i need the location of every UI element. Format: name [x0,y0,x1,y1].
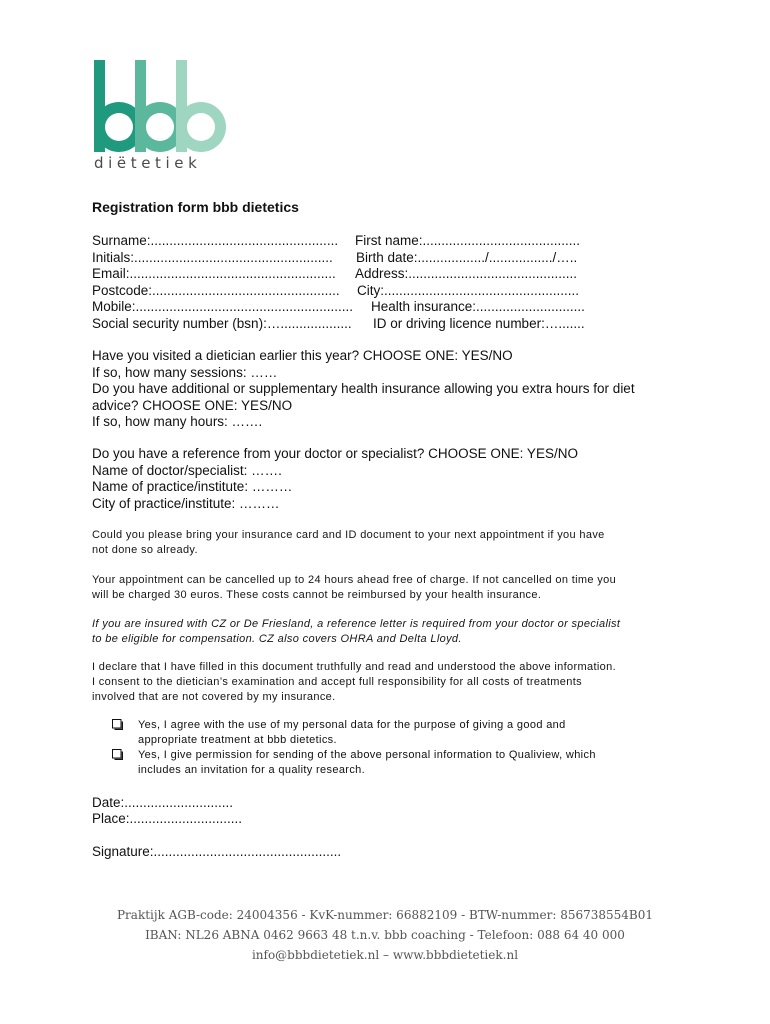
date-field[interactable]: Date:............................. [92,795,234,810]
question-visited-dietician[interactable]: Have you visited a dietician earlier this year? CHOOSE ONE: YES/NO [92,348,513,363]
bsn-field[interactable]: Social security number (bsn):…................... [92,315,352,331]
doctor-name-field[interactable]: Name of doctor/specialist: ……. [92,462,282,478]
notice-line: not done so already. [92,544,198,556]
footer-bank: IBAN: NL26 ABNA 0462 9663 48 t.n.v. bbb coaching - Telefoon: 088 64 40 000 [145,928,625,942]
question-extra-insurance[interactable]: Do you have additional or supplementary health insurance allowing you extra hours for diet [92,381,635,396]
notice-line: to be eligible for compensation. CZ also covers OHRA and Delta Lloyd. [92,633,462,645]
field-row-bsn [92,316,712,333]
question-reference[interactable]: Do you have a reference from your doctor or specialist? CHOOSE ONE: YES/NO [92,446,578,461]
mobile-field[interactable]: Mobile:.......................................................... [92,299,354,314]
postcode-field[interactable]: Postcode:.................................................. [92,282,340,298]
footer-contact: info@bbbdietetiek.nl – www.bbbdietetiek.nl [251,948,519,962]
question-extra-insurance-choice[interactable]: advice? CHOOSE ONE: YES/NO [92,397,293,413]
practice-name-field[interactable]: Name of practice/institute: ……… [92,479,293,494]
practice-city-field[interactable]: City of practice/institute: ……… [92,495,280,511]
form-title: Registration form bbb dietetics [92,199,299,215]
declaration-line: I declare that I have filled in this document truthfully and read and understood the above information. [92,661,617,673]
field-row-postcode [92,283,712,300]
health-insurance-field[interactable]: Health insurance:............................. [371,299,585,314]
id-licence-field[interactable]: ID or driving licence number:…....... [373,315,585,331]
notice-cancellation [92,573,692,603]
logo-subtitle: diëtetiek [94,154,202,172]
notice-line: Your appointment can be cancelled up to 24 hours ahead free of charge. If not cancelled on time you [92,574,617,586]
question-hours[interactable]: If so, how many hours: ……. [92,414,263,429]
notice-line: Could you please bring your insurance card and ID document to your next appointment if you have [92,529,605,541]
question-sessions[interactable]: If so, how many sessions: …… [92,364,278,380]
consent-label: appropriate treatment at bbb dietetics. [138,734,337,746]
field-row-initials [92,250,712,267]
notice-bring-documents [92,528,692,558]
initials-field[interactable]: Initials:..................................................... [92,249,333,265]
email-field[interactable]: Email:....................................................... [92,266,336,281]
consent-label: Yes, I give permission for sending of the above personal information to Qualiview, which [138,749,596,761]
notice-insurer [92,617,692,647]
consent-label: Yes, I agree with the use of my personal data for the purpose of giving a good and [138,719,566,731]
footer-registration: Praktijk AGB-code: 24004356 - KvK-nummer: 66882109 - BTW-nummer: 856738554B01 [116,908,653,922]
reference-questions [92,446,692,512]
checkbox-icon[interactable] [112,719,123,730]
declaration [92,660,692,705]
city-field[interactable]: City:.................................................... [357,282,580,298]
declaration-line: involved that are not covered by my insurance. [92,691,336,703]
checkbox-icon[interactable] [112,749,123,760]
first-name-field[interactable]: First name:.......................................... [355,233,581,248]
birth-date-field[interactable]: Birth date:................../................./….. [356,249,578,265]
place-field[interactable]: Place:.............................. [92,811,243,826]
field-row-mobile [92,299,712,316]
previous-visit-questions [92,348,692,431]
signature-field[interactable]: Signature:.................................................. [92,844,342,859]
field-row-surname [92,233,712,250]
consent-label: includes an invitation for a quality research. [138,764,366,776]
bbb-logo [92,56,232,176]
bbb-logo-mark [92,56,232,152]
surname-field[interactable]: Surname:.................................................. [92,233,339,248]
consent-qualiview[interactable] [112,748,692,778]
declaration-line: I consent to the dietician’s examination and accept full responsibility for all costs of treatments [92,676,582,688]
consent-personal-data[interactable] [112,718,692,748]
footer [0,905,770,965]
personal-details-fields [92,233,712,332]
notice-line: If you are insured with CZ or De Friesland, a reference letter is required from your doctor or specialist [92,618,621,630]
field-row-email [92,266,712,283]
notice-line: will be charged 30 euros. These costs cannot be reimbursed by your health insurance. [92,589,542,601]
consent-checkboxes [112,718,692,778]
address-field[interactable]: Address:............................................. [355,266,578,281]
